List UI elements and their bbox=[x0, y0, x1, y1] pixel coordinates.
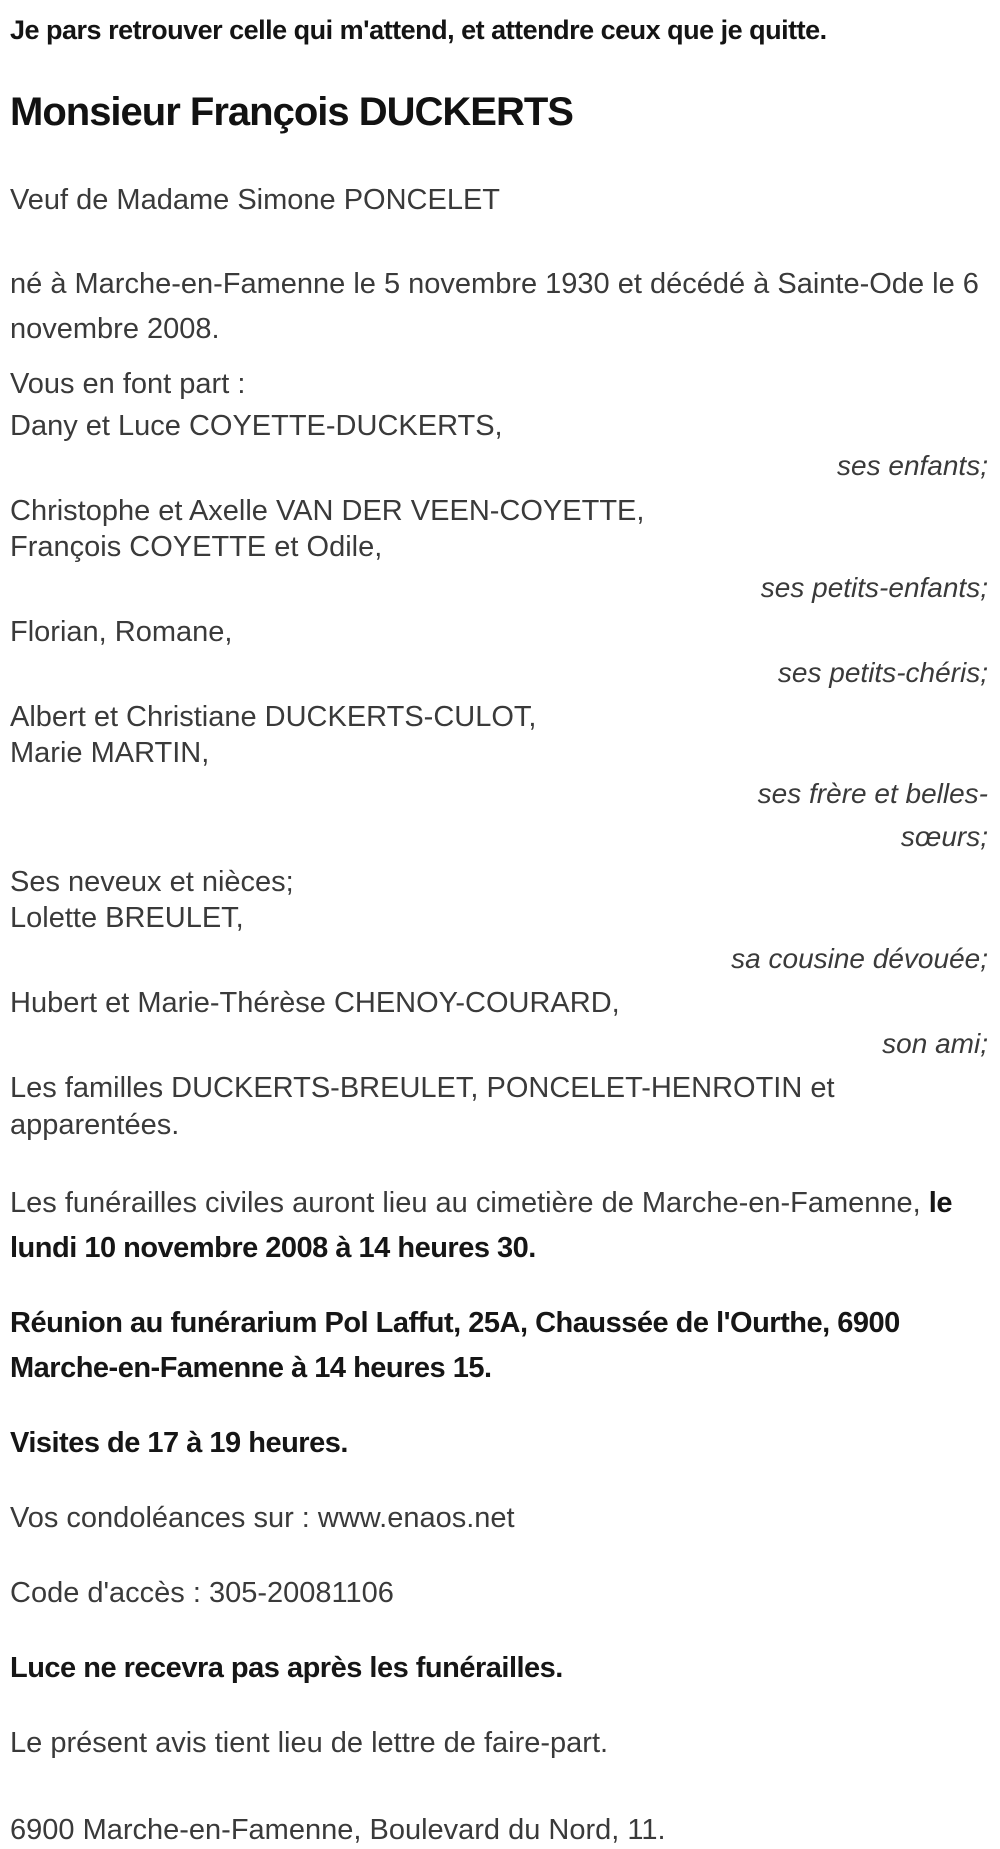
epitaph-quote: Je pars retrouver celle qui m'attend, et attendre ceux que je quitte. bbox=[10, 15, 827, 45]
family-group bbox=[10, 864, 988, 901]
relation-label: ses enfants; bbox=[837, 450, 988, 482]
relation-label: sa cousine dévouée; bbox=[731, 942, 988, 974]
relation-label: ses frère et belles-sœurs; bbox=[757, 778, 988, 853]
family-group bbox=[10, 699, 988, 859]
funeral-details bbox=[10, 1181, 988, 1466]
relation-label: son ami; bbox=[882, 1027, 988, 1059]
family-list bbox=[10, 408, 988, 1144]
letter-notice-line: Le présent avis tient lieu de lettre de faire-part. bbox=[10, 1726, 609, 1759]
family-name-line: Marie MARTIN, bbox=[10, 737, 210, 770]
birth-death-line: né à Marche-en-Famenne le 5 novembre 1930 et décédé à Sainte-Ode le 6 novembre 2008. bbox=[10, 268, 979, 346]
family-name-line: Dany et Luce COYETTE-DUCKERTS, bbox=[10, 409, 503, 442]
family-group bbox=[10, 408, 988, 488]
meeting-line: Réunion au funérarium Pol Laffut, 25A, Chaussée de l'Ourthe, 6900 Marche-en-Famenne à 14 heures 15. bbox=[10, 1307, 900, 1385]
address-line: 6900 Marche-en-Famenne, Boulevard du Nord, 11. bbox=[10, 1813, 666, 1846]
family-name-line: Lolette BREULET, bbox=[10, 902, 244, 935]
ceremony-line bbox=[10, 1181, 988, 1271]
relation-label: ses petits-chéris; bbox=[777, 656, 988, 688]
access-code-line: Code d'accès : 305-20081106 bbox=[10, 1576, 394, 1609]
family-name-line: Albert et Christiane DUCKERTS-CULOT, bbox=[10, 700, 537, 733]
ceremony-datetime: le lundi 10 novembre 2008 à 14 heures 30. bbox=[10, 1187, 952, 1265]
extended-families-line: Les familles DUCKERTS-BREULET, PONCELET-HENROTIN et apparentées. bbox=[10, 1072, 835, 1141]
family-name-line: Hubert et Marie-Thérèse CHENOY-COURARD, bbox=[10, 987, 620, 1020]
family-group bbox=[10, 614, 988, 694]
deceased-name-title: Monsieur François DUCKERTS bbox=[10, 90, 573, 135]
ceremony-location: Les funérailles civiles auront lieu au cimetière de Marche-en-Famenne, bbox=[10, 1187, 929, 1220]
family-name-line: François COYETTE et Odile, bbox=[10, 531, 383, 564]
family-name-line: Christophe et Axelle VAN DER VEEN-COYETTE, bbox=[10, 494, 645, 527]
no-reception-line: Luce ne recevra pas après les funérailles. bbox=[10, 1651, 563, 1684]
relation-label: ses petits-enfants; bbox=[760, 571, 988, 603]
spouse-status: Veuf de Madame Simone PONCELET bbox=[10, 184, 501, 217]
family-group bbox=[10, 985, 988, 1065]
condolences-line: Vos condoléances sur : www.enaos.net bbox=[10, 1501, 515, 1534]
family-group bbox=[10, 900, 988, 980]
announcement-intro: Vous en font part : bbox=[10, 367, 246, 400]
visits-line: Visites de 17 à 19 heures. bbox=[10, 1426, 348, 1459]
family-name-line: Florian, Romane, bbox=[10, 616, 233, 649]
family-name-line: Ses neveux et nièces; bbox=[10, 865, 294, 898]
family-group bbox=[10, 493, 988, 609]
